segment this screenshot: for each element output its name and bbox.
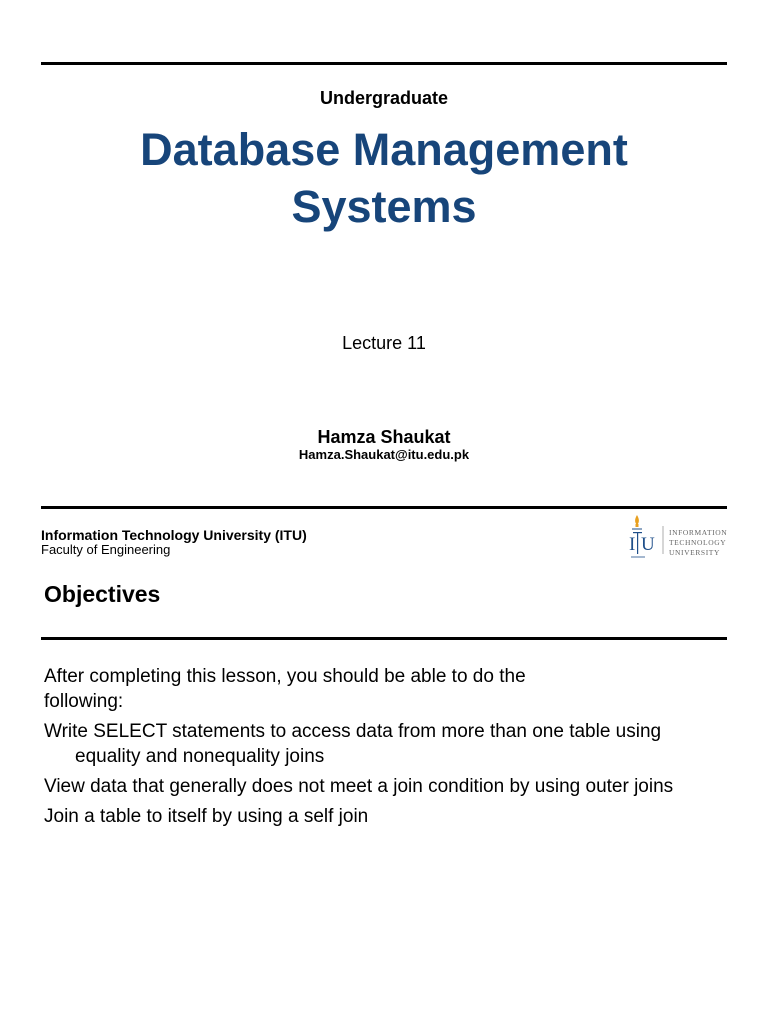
objective-item: Write SELECT statements to access data from more than one table using equality and nonequality joins [44, 721, 662, 767]
objectives-rule [41, 637, 727, 640]
lecture-number: Lecture 11 [342, 333, 426, 353]
logo-text-line-1: INFORMATION [669, 528, 728, 537]
objective-item: View data that generally does not meet a join condition by using outer joins [44, 776, 674, 797]
logo-text-line-2: TECHNOLOGY [669, 538, 727, 547]
course-title-line-2: Systems [291, 181, 477, 232]
logo-text-line-3: UNIVERSITY [669, 548, 720, 557]
course-title-line-1: Database Management [140, 124, 628, 175]
middle-rule [41, 506, 727, 509]
author-email: Hamza.Shaukat@itu.edu.pk [298, 447, 470, 462]
university-name: Information Technology University (ITU) [41, 527, 307, 543]
top-rule [41, 62, 727, 65]
objectives-intro: After completing this lesson, you should be able to do the following: [44, 666, 526, 712]
author-name: Hamza Shaukat [317, 427, 451, 447]
objective-item: Join a table to itself by using a self join [44, 806, 369, 827]
objectives-body [44, 664, 724, 834]
objectives-heading: Objectives [44, 581, 161, 607]
itu-logo-mark [620, 512, 670, 568]
itu-logo-text [669, 528, 727, 558]
svg-text:I: I [629, 534, 636, 555]
course-title [0, 121, 768, 235]
faculty-name: Faculty of Engineering [41, 542, 171, 557]
svg-text:U: U [641, 534, 655, 555]
course-level: Undergraduate [319, 88, 449, 108]
